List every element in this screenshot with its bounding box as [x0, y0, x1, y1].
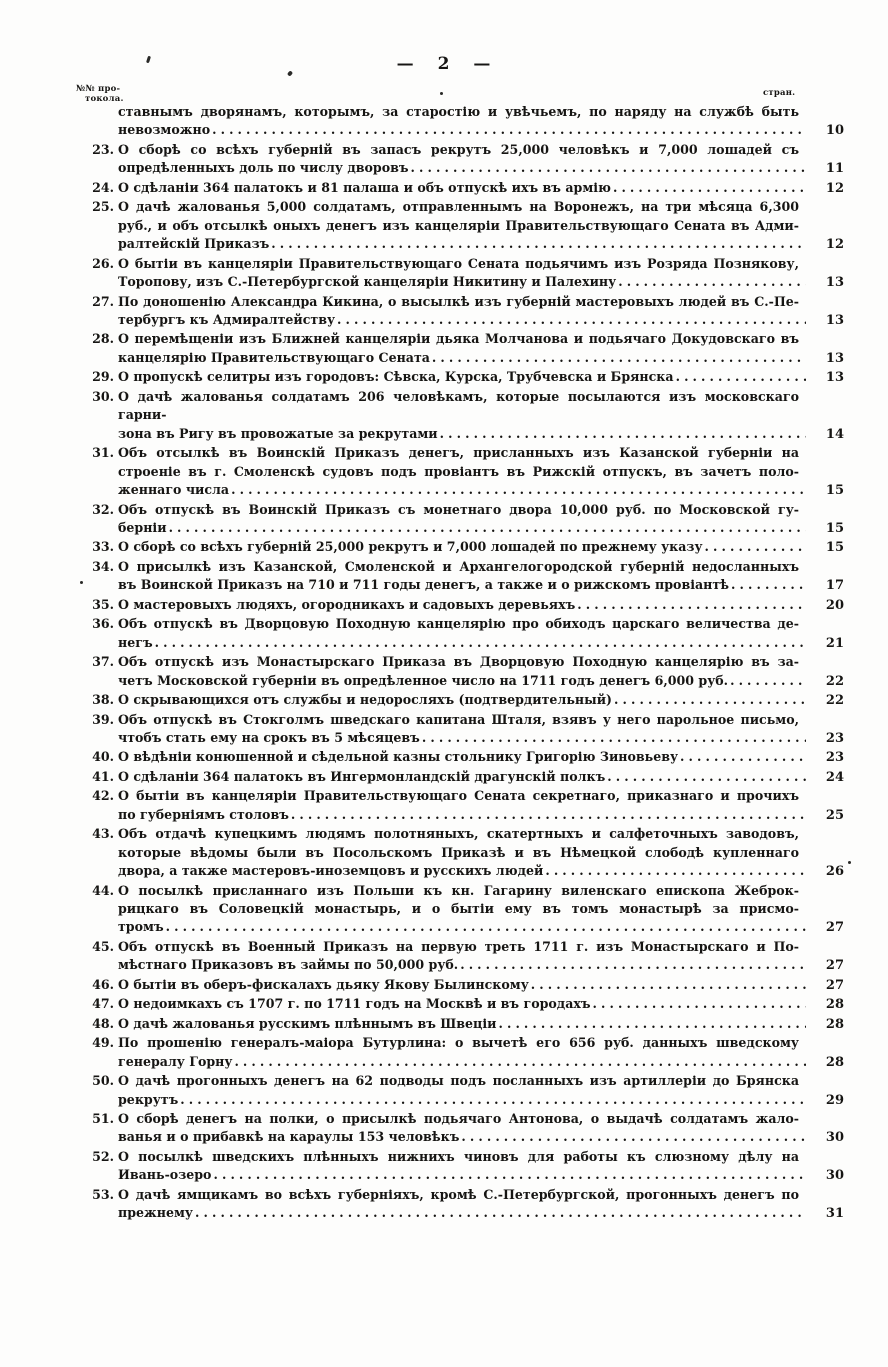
- toc-entry-last-line: [118, 179, 844, 198]
- toc-entry: [86, 198, 844, 254]
- toc-entry: [86, 103, 844, 141]
- toc-entry-last-line: [118, 862, 844, 881]
- toc-entry-page: 25: [825, 807, 844, 823]
- toc-entry-last-line: [118, 768, 844, 787]
- toc-entry: [86, 787, 844, 825]
- toc-entry-page: 15: [825, 540, 844, 556]
- toc-entry-number: 47.: [92, 996, 114, 1012]
- toc-entry-page: 17: [825, 578, 844, 594]
- toc-entry: [86, 1148, 844, 1186]
- dot-leader: [460, 956, 806, 974]
- toc-entry: [86, 1110, 844, 1148]
- dot-leader: [180, 1091, 806, 1109]
- toc-entry-text: невозможно: [118, 122, 211, 138]
- toc-entry-number: 49.: [92, 1035, 114, 1051]
- dot-leader: [212, 121, 806, 139]
- toc-entry-number: 51.: [92, 1111, 114, 1127]
- toc-entry-last-line: [118, 1015, 844, 1034]
- toc-entry-line: О посылкѣ присланнаго изъ Польши къ кн. Гагарину виленскаго епископа Жеброк-: [118, 882, 799, 898]
- toc-entry-page: 30: [825, 1168, 844, 1184]
- toc-entry-line: Объ отпускѣ въ Воинскій Приказъ съ монетнаго двора 10,000 руб. по Московской гу-: [118, 501, 799, 517]
- toc-entry-last-line: [118, 596, 844, 615]
- dot-leader: [545, 862, 806, 880]
- toc-entry-text: зона въ Ригу въ провожатые за рекрутами: [118, 425, 438, 441]
- toc-entry-page: 28: [825, 1054, 844, 1070]
- toc-entry-text: мѣстнаго Приказовъ въ займы по 50,000 руб.: [118, 957, 459, 973]
- toc-entry-text: Ивань-озеро: [118, 1167, 212, 1183]
- toc-entry-page: 15: [825, 483, 844, 499]
- toc-entry-text: О сдѣланіи 364 палатокъ и 81 палаша и объ отпускѣ ихъ въ армію: [118, 179, 611, 195]
- toc-entry-line: Объ отпускѣ въ Военный Приказъ на первую треть 1711 г. изъ Монастырскаго и По-: [118, 938, 799, 954]
- toc-entry-number: 38.: [92, 692, 114, 708]
- toc-entry-text: канцелярію Правительствующаго Сената: [118, 349, 430, 365]
- toc-entry: [86, 255, 844, 293]
- dot-leader: [607, 768, 806, 786]
- dot-leader: [432, 349, 806, 367]
- toc-entry-line: О дачѣ жалованья солдатамъ 206 человѣкамъ, которые посылаются изъ московскаго гарни-: [118, 388, 799, 423]
- toc-entry-page: 23: [825, 730, 844, 746]
- dot-leader: [730, 672, 806, 690]
- toc-entry: [86, 368, 844, 387]
- toc-entry-number: 53.: [92, 1186, 114, 1202]
- toc-entry-last-line: [118, 121, 844, 140]
- toc-entry-line: Объ отпускѣ въ Дворцовую Походную канцелярію про обиходъ царскаго величества де-: [118, 616, 799, 632]
- toc-entry-number: 46.: [92, 976, 114, 992]
- toc-entry-page: 23: [825, 750, 844, 766]
- toc-entry: [86, 976, 844, 995]
- toc-entry: [86, 501, 844, 539]
- dot-leader: [271, 235, 806, 253]
- toc-entry-last-line: [118, 1053, 844, 1072]
- dot-leader: [231, 481, 806, 499]
- toc-entry-page: 21: [825, 635, 844, 651]
- dot-leader: [593, 995, 806, 1013]
- toc-entry-number: 39.: [92, 711, 114, 727]
- toc-entry-number: 45.: [92, 938, 114, 954]
- dot-leader: [195, 1204, 806, 1222]
- toc-entry-text: ралтейскій Приказъ: [118, 236, 270, 252]
- toc-entry-number: 42.: [92, 788, 114, 804]
- toc-entry-last-line: [118, 481, 844, 500]
- toc-entry-line: По прошенію генералъ-маіора Бутурлина: о вычетѣ его 656 руб. данныхъ шведскому: [118, 1035, 799, 1051]
- toc-entry: [86, 825, 844, 881]
- toc-entry-page: 27: [825, 958, 844, 974]
- toc-entry: [86, 615, 844, 653]
- dot-leader: [422, 729, 806, 747]
- toc-entry-page: 20: [825, 597, 844, 613]
- toc-entry-page: 12: [825, 180, 844, 196]
- toc-entry-last-line: [118, 273, 844, 292]
- toc-entry-line: Объ отсылкѣ въ Воинскій Приказъ денегъ, присланныхъ изъ Казанской губерніи на: [118, 445, 799, 461]
- toc-entry-number: 43.: [92, 826, 114, 842]
- dot-leader: [411, 159, 806, 177]
- toc-entry-number: 30.: [92, 388, 114, 404]
- toc-entry-line: которые вѣдомы были въ Посольскомъ Приказѣ и въ Нѣмецкой слободѣ купленнаго: [118, 844, 799, 860]
- toc-entry-text: тромъ: [118, 919, 164, 935]
- toc-entry-number: 50.: [92, 1073, 114, 1089]
- toc-entry-last-line: [118, 634, 844, 653]
- toc-entry-last-line: [118, 159, 844, 178]
- toc-entry-last-line: [118, 1204, 844, 1223]
- toc-entry-page: 30: [825, 1130, 844, 1146]
- dot-leader: [613, 179, 806, 197]
- toc-entry-page: 10: [825, 123, 844, 139]
- toc-entry: [86, 748, 844, 767]
- dot-leader: [531, 976, 806, 994]
- toc-entry-page: 14: [825, 426, 844, 442]
- toc-entry-text: ванья и о прибавкѣ на караулы 153 человѣкъ: [118, 1129, 460, 1145]
- toc-entry-last-line: [118, 1166, 844, 1185]
- toc-entry-line: О присылкѣ изъ Казанской, Смоленской и Архангелогородской губерній недосланныхъ: [118, 558, 799, 574]
- dot-leader: [676, 368, 806, 386]
- column-header-protocol-numbers: [76, 84, 124, 104]
- toc-entry-number: 35.: [92, 596, 114, 612]
- toc-entry-number: 40.: [92, 749, 114, 765]
- toc-entry-page: 24: [825, 769, 844, 785]
- toc-entry-last-line: [118, 748, 844, 767]
- toc-entry-line: О бытіи въ канцеляріи Правительствующаго Сената подьячимъ изъ Розряда Познякову,: [118, 255, 799, 271]
- dot-leader: [618, 273, 806, 291]
- toc-list: [86, 103, 844, 1224]
- scan-speck: [287, 70, 293, 76]
- scan-speck: [848, 861, 851, 864]
- scan-speck: [80, 581, 83, 584]
- toc-entry-page: 28: [825, 997, 844, 1013]
- toc-entry-number: 25.: [92, 199, 114, 215]
- dot-leader: [461, 1128, 806, 1146]
- toc-entry-number: 32.: [92, 501, 114, 517]
- toc-entry-page: 13: [825, 275, 844, 291]
- toc-entry-last-line: [118, 691, 844, 710]
- toc-entry-number: 36.: [92, 616, 114, 632]
- toc-entry: [86, 444, 844, 500]
- toc-entry-last-line: [118, 672, 844, 691]
- dot-leader: [440, 425, 806, 443]
- toc-entry-number: 48.: [92, 1015, 114, 1031]
- toc-entry-number: 37.: [92, 654, 114, 670]
- toc-entry-number: 41.: [92, 768, 114, 784]
- toc-entry-line: рицкаго въ Соловецкій монастырь, и о бытіи ему въ томъ монастырѣ за присмо-: [118, 901, 799, 917]
- toc-entry: [86, 596, 844, 615]
- toc-entry-last-line: [118, 956, 844, 975]
- dot-leader: [169, 519, 806, 537]
- toc-entry-text: генералу Горну: [118, 1053, 233, 1069]
- toc-entry: [86, 330, 844, 368]
- toc-entry: [86, 388, 844, 444]
- dot-leader: [234, 1053, 806, 1071]
- dot-leader: [680, 748, 806, 766]
- toc-entry-text: тербургъ къ Адмиралтейству: [118, 311, 336, 327]
- toc-entry: [86, 1034, 844, 1072]
- toc-entry-page: 22: [825, 673, 844, 689]
- toc-entry-text: двора, а также мастеровъ-иноземцовъ и русскихъ людей: [118, 863, 544, 879]
- toc-entry-page: 26: [825, 864, 844, 880]
- toc-entry-page: 22: [825, 693, 844, 709]
- toc-entry-number: 28.: [92, 331, 114, 347]
- toc-entry-last-line: [118, 976, 844, 995]
- toc-entry-number: 24.: [92, 179, 114, 195]
- toc-entry-line: Объ отпускѣ въ Стокголмъ шведскаго капитана Шталя, взявъ у него парольное письмо,: [118, 711, 799, 727]
- toc-entry-number: 26.: [92, 255, 114, 271]
- toc-entry-last-line: [118, 538, 844, 557]
- toc-entry-last-line: [118, 349, 844, 368]
- toc-entry-page: 27: [825, 920, 844, 936]
- toc-entry-text: женнаго числа: [118, 482, 230, 498]
- column-header-pages: стран.: [763, 88, 796, 98]
- toc-entry: [86, 141, 844, 179]
- toc-entry-line: О сборѣ денегъ на полки, о присылкѣ подьячаго Антонова, о выдачѣ солдатамъ жало-: [118, 1111, 799, 1127]
- toc-entry: [86, 711, 844, 749]
- toc-entry-last-line: [118, 235, 844, 254]
- toc-entry: [86, 179, 844, 198]
- toc-entry: [86, 538, 844, 557]
- toc-entry-text: четъ Московской губерніи въ опредѣленное число на 1711 годъ денегъ 6,000 руб.: [118, 672, 729, 688]
- toc-entry-last-line: [118, 1128, 844, 1147]
- toc-entry-last-line: [118, 311, 844, 330]
- toc-entry-line: О перемѣщеніи изъ Ближней канцеляріи дьяка Молчанова и подьячаго Докудовскаго въ: [118, 331, 799, 347]
- toc-entry-text: рекрутъ: [118, 1091, 179, 1107]
- dot-leader: [213, 1166, 806, 1184]
- toc-entry-number: 31.: [92, 445, 114, 461]
- toc-entry-line: строеніе въ г. Смоленскѣ судовъ подъ провіантъ въ Рижскій отпускъ, въ зачетъ поло-: [118, 463, 799, 479]
- toc-entry-last-line: [118, 918, 844, 937]
- dot-leader: [155, 634, 806, 652]
- toc-entry-line: По доношенію Александра Кикина, о высылкѣ изъ губерній мастеровыхъ людей въ С.-Пе-: [118, 293, 799, 309]
- toc-entry: [86, 1015, 844, 1034]
- dot-leader: [498, 1015, 806, 1033]
- toc-entry-number: 33.: [92, 539, 114, 555]
- toc-entry: [86, 293, 844, 331]
- toc-entry-text: чтобъ стать ему на срокъ въ 5 мѣсяцевъ: [118, 729, 420, 745]
- toc-entry-text: опредѣленныхъ доль по числу дворовъ: [118, 160, 409, 176]
- toc-entry: [86, 995, 844, 1014]
- toc-entry-line: О дачѣ жалованья 5,000 солдатамъ, отправленнымъ на Воронежъ, на три мѣсяца 6,300: [118, 199, 799, 215]
- toc-entry-text: О пропускѣ селитры изъ городовъ: Сѣвска, Курска, Трубчевска и Брянска: [118, 369, 674, 385]
- toc-entry-last-line: [118, 806, 844, 825]
- dot-leader: [705, 538, 806, 556]
- toc-entry: [86, 1186, 844, 1224]
- toc-entry-number: 34.: [92, 558, 114, 574]
- toc-entry-page: 12: [825, 237, 844, 253]
- toc-entry-line: О дачѣ прогонныхъ денегъ на 62 подводы подъ посланныхъ изъ артиллеріи до Брянска: [118, 1073, 799, 1089]
- toc-entry-last-line: [118, 425, 844, 444]
- toc-entry-page: 29: [825, 1092, 844, 1108]
- column-header-protocol-line2: токола.: [85, 94, 124, 104]
- toc-entry-line: О сборѣ со всѣхъ губерній въ запасъ рекрутъ 25,000 человѣкъ и 7,000 лошадей съ: [118, 141, 799, 157]
- toc-entry-text: О мастеровыхъ людяхъ, огородникахъ и садовыхъ деревьяхъ: [118, 596, 576, 612]
- toc-entry-number: 29.: [92, 369, 114, 385]
- toc-entry-page: 13: [825, 370, 844, 386]
- toc-entry-text: прежнему: [118, 1205, 193, 1221]
- page-number-header: — 2 —: [396, 54, 492, 74]
- toc-entry-last-line: [118, 368, 844, 387]
- toc-entry-text: берніи: [118, 519, 167, 535]
- toc-entry-text: О вѣдѣніи конюшенной и сѣдельной казны стольнику Григорію Зиновьеву: [118, 749, 679, 765]
- toc-entry: [86, 558, 844, 596]
- dot-leader: [731, 576, 806, 594]
- toc-entry-page: 27: [825, 977, 844, 993]
- toc-entry-last-line: [118, 995, 844, 1014]
- toc-entry-last-line: [118, 1091, 844, 1110]
- toc-entry: [86, 938, 844, 976]
- toc-entry-text: О скрывающихся отъ службы и недоросляхъ (подтвердительный): [118, 692, 613, 708]
- toc-entry-number: 52.: [92, 1148, 114, 1164]
- toc-entry-line: О посылкѣ шведскихъ плѣнныхъ нижнихъ чиновъ для работы къ слюзному дѣлу на: [118, 1148, 799, 1164]
- toc-entry-line: руб., и объ отсылкѣ оныхъ денегъ изъ канцеляріи Правительствующаго Сената въ Адми-: [118, 217, 799, 233]
- toc-entry: [86, 768, 844, 787]
- toc-entry-line: Объ отдачѣ купецкимъ людямъ полотняныхъ, скатертныхъ и салфеточныхъ заводовъ,: [118, 826, 799, 842]
- toc-entry: [86, 882, 844, 938]
- toc-entry: [86, 653, 844, 691]
- toc-entry-text: О сборѣ со всѣхъ губерній 25,000 рекрутъ и 7,000 лошадей по прежнему указу: [118, 539, 703, 555]
- toc-entry-page: 11: [825, 161, 844, 177]
- toc-entry-line: Объ отпускѣ изъ Монастырскаго Приказа въ Дворцовую Походную канцелярію въ за-: [118, 654, 799, 670]
- toc-entry-text: О дачѣ жалованья русскимъ плѣннымъ въ Швеціи: [118, 1015, 497, 1031]
- toc-entry-number: 44.: [92, 882, 114, 898]
- toc-entry-line: ставнымъ дворянамъ, которымъ, за старостію и увѣчьемъ, по наряду на службѣ быть: [118, 104, 799, 119]
- toc-entry-line: О бытіи въ канцеляріи Правительствующаго Сената секретнаго, приказнаго и прочихъ: [118, 788, 799, 804]
- toc-entry-page: 15: [825, 520, 844, 536]
- toc-entry-number: 23.: [92, 141, 114, 157]
- dot-leader: [577, 596, 806, 614]
- column-header-protocol-line1: №№ про-: [76, 84, 121, 94]
- dot-leader: [614, 691, 806, 709]
- toc-entry-text: негъ: [118, 634, 153, 650]
- toc-entry-text: О недоимкахъ съ 1707 г. по 1711 годъ на Москвѣ и въ городахъ: [118, 996, 591, 1012]
- toc-entry-text: въ Воинской Приказъ на 710 и 711 годы денегъ, а также и о рижскомъ провіантѣ: [118, 577, 730, 593]
- toc-entry-line: О дачѣ ямщикамъ во всѣхъ губерніяхъ, кромѣ С.-Петербургской, прогонныхъ денегъ по: [118, 1186, 799, 1202]
- dot-leader: [291, 806, 806, 824]
- toc-entry-page: 13: [825, 350, 844, 366]
- toc-entry-text: О бытіи въ оберъ-фискалахъ дьяку Якову Былинскому: [118, 976, 529, 992]
- toc-entry-page: 28: [825, 1016, 844, 1032]
- toc-entry-text: О сдѣланіи 364 палатокъ въ Ингермонландскій драгунскій полкъ: [118, 768, 606, 784]
- scan-speck: [440, 92, 443, 95]
- toc-entry-number: 27.: [92, 293, 114, 309]
- toc-entry-page: 31: [825, 1206, 844, 1222]
- toc-entry: [86, 1072, 844, 1110]
- toc-entry-last-line: [118, 519, 844, 538]
- dot-leader: [337, 311, 806, 329]
- toc-entry-page: 13: [825, 312, 844, 328]
- toc-entry-last-line: [118, 576, 844, 595]
- toc-entry-last-line: [118, 729, 844, 748]
- dot-leader: [166, 918, 806, 936]
- toc-entry: [86, 691, 844, 710]
- toc-entry-text: по губерніямъ столовъ: [118, 806, 289, 822]
- toc-entry-text: Торопову, изъ С.-Петербургской канцеляріи Никитину и Палехину: [118, 274, 617, 290]
